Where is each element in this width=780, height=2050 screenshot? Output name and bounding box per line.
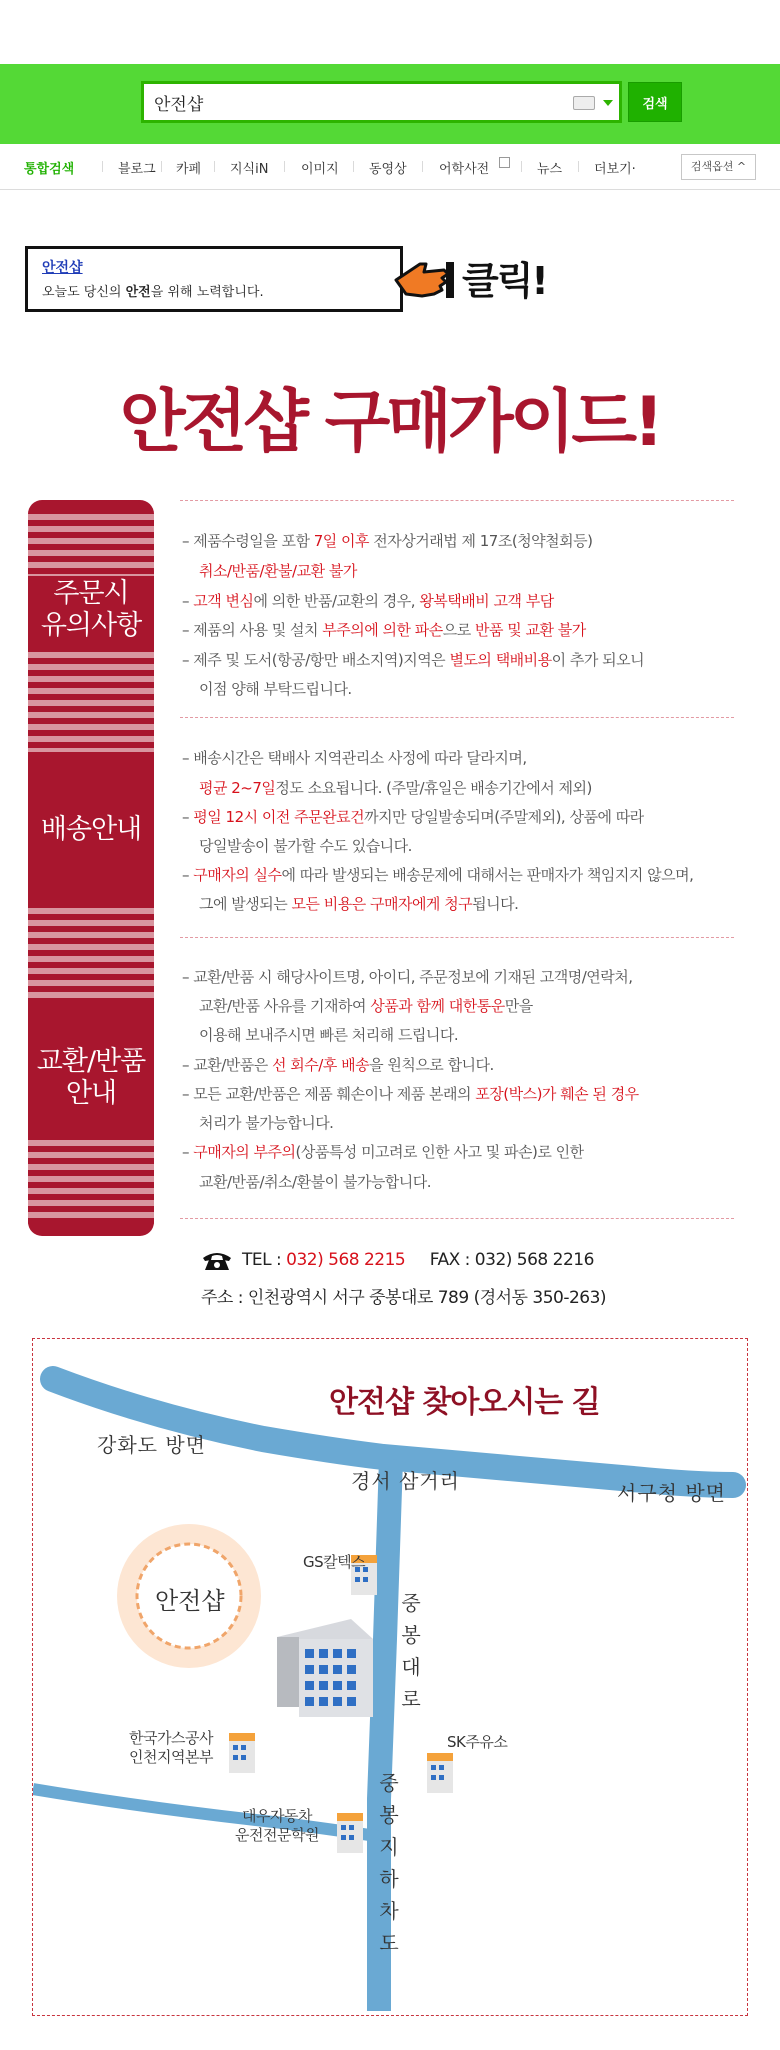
order-note: – 제품의 사용 및 설치 부주의에 의한 파손으로 반품 및 교환 불가 (182, 621, 586, 639)
guide-title: 안전샵 구매가이드! (119, 383, 661, 462)
divider (180, 1218, 734, 1219)
tab-dictionary[interactable]: 어학사전 (439, 162, 490, 177)
map-label-shop: 안전샵 (155, 1587, 225, 1615)
shop-building-icon (277, 1619, 373, 1717)
delivery-note: – 평일 12시 이전 주문완료건까지만 당일발송되며(주말제외), 상품에 따라 (182, 808, 644, 826)
stripe-decoration (28, 514, 154, 576)
divider (180, 717, 734, 718)
dictionary-popup-icon[interactable] (499, 157, 510, 168)
search-bar-area (0, 64, 780, 144)
map-label-jungbong-road: 중봉대로 (401, 1591, 421, 1711)
order-note: 취소/반품/환불/교환 불가 (199, 562, 357, 580)
search-options-button[interactable]: 검색옵션 ^ (681, 154, 756, 180)
tab-cafe[interactable]: 카페 (176, 162, 202, 177)
map-label-daewoo: 대우자동차 운전전문학원 (235, 1807, 319, 1844)
banner-brand-link[interactable]: 안전샵 (42, 260, 83, 276)
map-label-underpass: 중봉지하차도 (379, 1771, 399, 1955)
tab-news[interactable]: 뉴스 (537, 162, 563, 177)
divider (180, 500, 734, 501)
tab-kin[interactable]: 지식iN (230, 162, 269, 177)
tab-integrated[interactable]: 통합검색 (24, 162, 75, 177)
tab-image[interactable]: 이미지 (301, 162, 339, 177)
search-tabs (0, 144, 780, 190)
map-label-gas-corp: 한국가스공사 인천지역본부 (129, 1729, 213, 1766)
map-label-gyeongseo: 경서 삼거리 (351, 1469, 460, 1493)
section-label-delivery: 배송안내 (40, 814, 142, 845)
contact-phone-fax: TEL : 032) 568 2215 FAX : 032) 568 2216 (242, 1250, 594, 1270)
map-label-ganghwa: 강화도 방면 (97, 1433, 206, 1457)
stripe-decoration (28, 1140, 154, 1224)
map-label-seogu: 서구청 방면 (617, 1481, 726, 1505)
banner-slogan: 오늘도 당신의 안전을 위해 노력합니다. (42, 285, 264, 300)
tab-more[interactable]: 더보기· (594, 162, 636, 177)
tab-separator (102, 161, 103, 172)
return-note: 교환/반품/취소/환불이 불가능합니다. (199, 1173, 432, 1191)
search-box[interactable] (141, 81, 622, 123)
return-note: 이용해 보내주시면 빠른 처리해 드립니다. (199, 1026, 459, 1044)
dropdown-arrow-icon[interactable] (603, 100, 613, 106)
delivery-note: – 구매자의 실수에 따라 발생되는 배송문제에 대해서는 판매자가 책임지지 않으며, (182, 866, 694, 884)
tab-separator (161, 161, 162, 172)
delivery-note: 당일발송이 불가할 수도 있습니다. (199, 837, 412, 855)
tab-separator (422, 161, 423, 172)
order-note: – 고객 변심에 의한 반품/교환의 경우, 왕복택배비 고객 부담 (182, 592, 554, 610)
tab-video[interactable]: 동영상 (369, 162, 407, 177)
tab-separator (214, 161, 215, 172)
order-note: 이점 양해 부탁드립니다. (199, 680, 352, 698)
map-label-gs-caltex: GS칼텍스 (303, 1553, 366, 1571)
tab-separator (521, 161, 522, 172)
map-label-sk: SK주유소 (447, 1733, 508, 1751)
delivery-note: 평균 2~7일정도 소요됩니다. (주말/휴일은 배송기간에서 제외) (199, 779, 592, 797)
order-note: – 제품수령일을 포함 7일 이후 전자상거래법 제 17조(청약철회등) (182, 532, 593, 550)
shop-banner[interactable] (25, 246, 403, 312)
delivery-note: – 배송시간은 택배사 지역관리소 사정에 따라 달라지며, (182, 749, 527, 767)
sk-gas-station-building-icon (427, 1753, 453, 1793)
delivery-note: 그에 발생되는 모든 비용은 구매자에게 청구됩니다. (199, 895, 519, 913)
tab-separator (353, 161, 354, 172)
driving-school-building-icon (337, 1813, 363, 1853)
stripe-decoration (28, 908, 154, 1004)
order-note: – 제주 및 도서(항공/항만 배소지역)지역은 별도의 택배비용이 추가 되오니 (182, 651, 645, 669)
tab-separator (578, 161, 579, 172)
location-map (32, 1338, 748, 2016)
tab-separator (284, 161, 285, 172)
tab-blog[interactable]: 블로그 (118, 162, 156, 177)
section-label-order: 주문시 유의사항 (40, 578, 142, 641)
stripe-decoration (28, 652, 154, 752)
gas-corporation-building-icon (229, 1733, 255, 1773)
divider (180, 937, 734, 938)
map-title: 안전샵 찾아오시는 길 (329, 1385, 600, 1420)
pointing-hand-icon (392, 250, 458, 306)
click-text: 클릭! (462, 259, 547, 303)
guide-side-bar (28, 500, 154, 1236)
return-note: – 교환/반품 시 해당사이트명, 아이디, 주문정보에 기재된 고객명/연락처, (182, 968, 633, 986)
return-note: 교환/반품 사유를 기재하여 상품과 함께 대한통운만을 (199, 997, 533, 1015)
telephone-icon (201, 1250, 233, 1272)
search-button[interactable]: 검색 (628, 82, 682, 122)
return-note: 처리가 불가능합니다. (199, 1114, 334, 1132)
search-input[interactable] (154, 90, 554, 114)
return-note: – 구매자의 부주의(상품특성 미고려로 인한 사고 및 파손)로 인한 (182, 1143, 584, 1161)
contact-address: 주소 : 인천광역시 서구 중봉대로 789 (경서동 350-263) (201, 1288, 607, 1308)
keyboard-icon[interactable] (573, 96, 595, 110)
return-note: – 교환/반품은 선 회수/후 배송을 원칙으로 합니다. (182, 1056, 494, 1074)
return-note: – 모든 교환/반품은 제품 훼손이나 제품 본래의 포장(박스)가 훼손 된 경우 (182, 1085, 639, 1103)
section-label-return: 교환/반품 안내 (36, 1046, 146, 1109)
